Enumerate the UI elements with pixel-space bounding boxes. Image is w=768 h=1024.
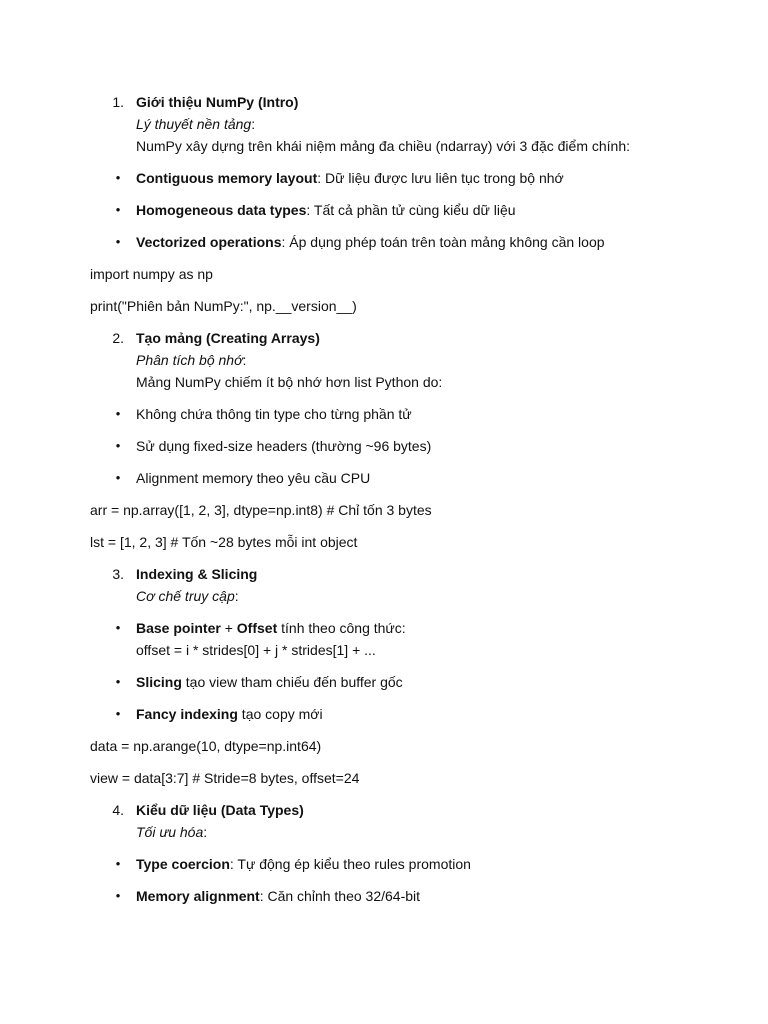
list-item-text: : Dữ liệu được lưu liên tục trong bộ nhớ <box>317 170 564 186</box>
section-title <box>136 327 736 349</box>
list-item-text: : Tất cả phần tử cùng kiểu dữ liệu <box>306 202 516 218</box>
bullet-icon: • <box>115 674 121 689</box>
list-item <box>136 703 736 725</box>
list-item <box>136 617 736 639</box>
section-body: Mảng NumPy chiếm ít bộ nhớ hơn list Python do: <box>136 374 443 390</box>
subtitle-text: Phân tích bộ nhớ <box>136 352 243 368</box>
bullet-icon: • <box>115 170 121 185</box>
list-item <box>136 199 736 221</box>
list-item-term: Fancy indexing <box>136 706 238 722</box>
bullet-icon: • <box>115 888 121 903</box>
list-item-text: : Tự động ép kiểu theo rules promotion <box>229 856 471 872</box>
bullet-icon: • <box>115 620 121 635</box>
subtitle-colon: : <box>242 352 247 368</box>
subtitle-text: Lý thuyết nền tảng <box>136 116 252 132</box>
subtitle-colon: : <box>203 824 208 840</box>
section-title <box>136 563 736 585</box>
list-item-term: Homogeneous data types <box>136 202 307 218</box>
bullet-icon: • <box>115 234 121 249</box>
list-item <box>136 885 736 907</box>
section-title <box>136 799 736 821</box>
list-item-text: tạo copy mới <box>237 706 323 722</box>
list-item-term: Type coercion <box>136 856 230 872</box>
section-number: 1. <box>112 94 124 110</box>
bullet-icon: • <box>115 470 121 485</box>
section-number: 4. <box>112 802 124 818</box>
section-number: 2. <box>112 330 124 346</box>
list-item-text: : Áp dụng phép toán trên toàn mảng không cần loop <box>281 234 605 250</box>
section-subtitle <box>136 349 736 371</box>
list-item: Alignment memory theo yêu cầu CPU <box>136 470 371 486</box>
code-line: view = data[3:7] # Stride=8 bytes, offset=24 <box>90 770 360 786</box>
bullet-icon: • <box>115 706 121 721</box>
list-item-term: Offset <box>236 620 278 636</box>
section-title-text: Kiểu dữ liệu (Data Types) <box>136 802 304 818</box>
list-item <box>136 231 736 253</box>
subtitle-text: Tối ưu hóa <box>136 824 204 840</box>
bullet-icon: • <box>115 406 121 421</box>
list-item-plus: + <box>220 620 237 636</box>
list-item-term: Memory alignment <box>136 888 260 904</box>
section-title-text: Indexing & Slicing <box>136 566 258 582</box>
list-item <box>136 167 736 189</box>
section-subtitle <box>136 585 736 607</box>
code-line: data = np.arange(10, dtype=np.int64) <box>90 738 322 754</box>
list-item-text: tạo view tham chiếu đến buffer gốc <box>181 674 403 690</box>
list-item-formula: offset = i * strides[0] + j * strides[1] + ... <box>136 642 376 658</box>
bullet-icon: • <box>115 856 121 871</box>
section-body: NumPy xây dựng trên khái niệm mảng đa chiều (ndarray) với 3 đặc điểm chính: <box>136 138 631 154</box>
list-item: Sử dụng fixed-size headers (thường ~96 bytes) <box>136 438 432 454</box>
list-item-text: : Căn chỉnh theo 32/64-bit <box>259 888 421 904</box>
section-number: 3. <box>112 566 124 582</box>
list-item <box>136 671 736 693</box>
section-subtitle <box>136 821 736 843</box>
subtitle-text: Cơ chế truy cập <box>136 588 235 604</box>
subtitle-colon: : <box>251 116 256 132</box>
code-line: lst = [1, 2, 3] # Tốn ~28 bytes mỗi int object <box>90 534 358 550</box>
list-item: Không chứa thông tin type cho từng phần tử <box>136 406 412 422</box>
section-title-text: Giới thiệu NumPy (Intro) <box>136 94 299 110</box>
list-item-text: tính theo công thức: <box>277 620 406 636</box>
bullet-icon: • <box>115 438 121 453</box>
code-line: import numpy as np <box>90 266 213 282</box>
list-item <box>136 853 736 875</box>
list-item-term: Vectorized operations <box>136 234 282 250</box>
code-line: arr = np.array([1, 2, 3], dtype=np.int8) # Chỉ tốn 3 bytes <box>90 502 432 518</box>
list-item-term: Slicing <box>136 674 182 690</box>
list-item-term: Contiguous memory layout <box>136 170 318 186</box>
section-title <box>136 91 736 113</box>
code-line: print("Phiên bản NumPy:", np.__version__) <box>90 298 357 314</box>
bullet-icon: • <box>115 202 121 217</box>
list-item-term: Base pointer <box>136 620 221 636</box>
subtitle-colon: : <box>234 588 239 604</box>
section-subtitle <box>136 113 736 135</box>
section-title-text: Tạo mảng (Creating Arrays) <box>136 330 320 346</box>
